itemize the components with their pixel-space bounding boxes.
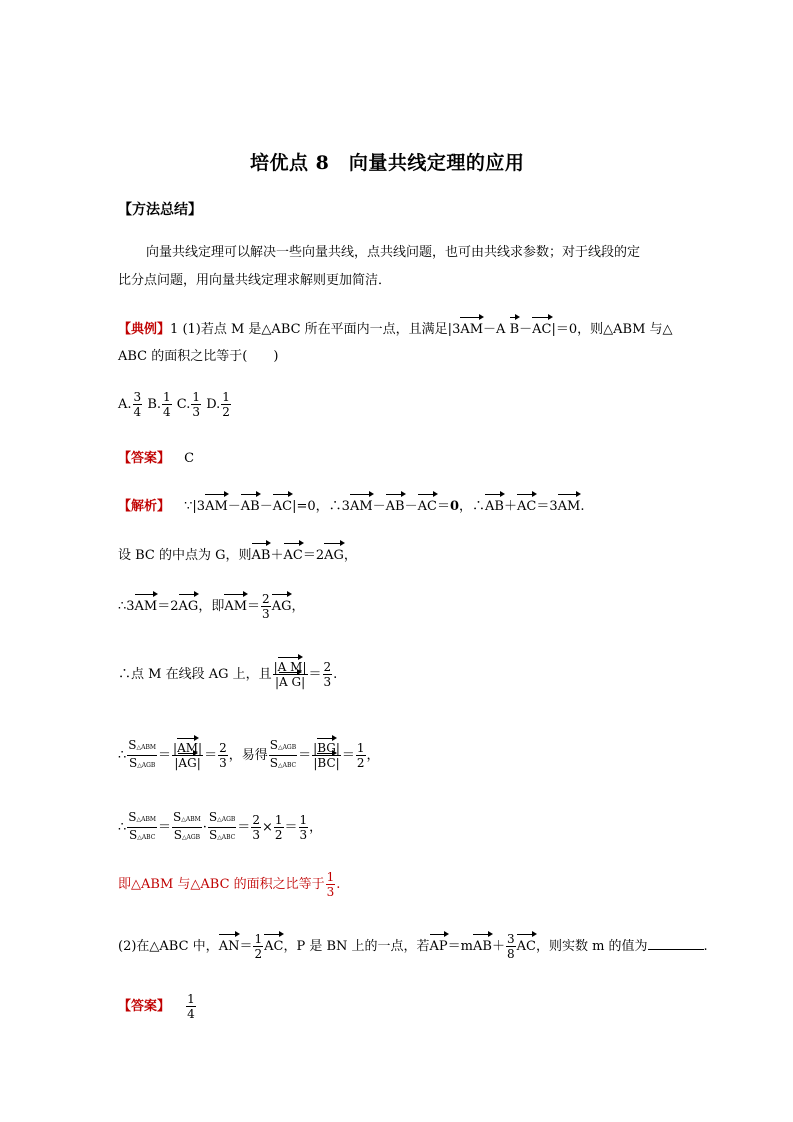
question-1-prefix: (1)若点 M 是△ABC 所在平面内一点，且满足|3 — [182, 322, 461, 337]
analysis-conclusion: 即△ABM 与△ABC 的面积之比等于 $\frac{1}{3}$ . — [118, 870, 341, 899]
answer-2 — [118, 992, 197, 1021]
example-question-1: 【典例】1 (1)若点 M 是△ABC 所在平面内一点，且满足|3AM－A B－AC|＝0，则△ABM 与△ — [118, 320, 673, 340]
answer-1 — [118, 449, 194, 469]
choice-c: C. $\frac{1}{3}$ — [176, 390, 201, 419]
answer-blank[interactable] — [648, 937, 704, 950]
choices — [118, 390, 232, 419]
example-tag: 【典例】 — [118, 322, 171, 337]
answer-tag: 【答案】 — [118, 451, 171, 466]
analysis-tag: 【解析】 — [118, 499, 171, 514]
choice-d: D. $\frac{1}{2}$ — [206, 390, 230, 419]
choice-a: A. $\frac{3}{4}$ — [118, 390, 142, 419]
example-question-2: (2)在△ABC 中，AN＝ $\frac{1}{2}$ AC，P 是 BN 上的一点，若AP＝mAB＋ $\frac{3}{8}$ AC，则实数 m 的值为 . — [118, 932, 708, 961]
method-text-line1: 向量共线定理可以解决一些向量共线，点共线问题，也可由共线求参数；对于线段的定 — [146, 245, 641, 260]
analysis-line-1: 【解析】 ∵|3AM－AB－AC|=0，∴3AM－AB－AC＝0，∴AB＋AC＝3AM. — [118, 497, 584, 517]
analysis-line-5: ∴ $\frac{\text{S△ABM}}{\text{S△AGB}}$ ＝ $\frac{|AM|}{|AG|}$ ＝ $\frac{2}{3}$ ，易得 $\frac{\text{S△AGB}}{\text{S△ABC}}$ ＝ $\frac{|BG|}{|BC|}$ ＝ $\frac{1}{2}$ ， — [118, 738, 380, 770]
method-text-line2: 比分点问题，用向量共线定理求解则更加简洁． — [118, 273, 392, 288]
answer-2-tag: 【答案】 — [118, 999, 171, 1014]
page-title: 培优点 8 向量共线定理的应用 — [250, 152, 525, 174]
analysis-line-2: 设 BC 的中点为 G，则AB＋AC＝2AG， — [118, 546, 357, 566]
answer-2-value: $\frac{1}{4}$ — [187, 992, 195, 1021]
question-1-mid: ，则△ABM 与△ — [577, 322, 673, 337]
analysis-line-6: ∴ $\frac{\text{S△ABM}}{\text{S△ABC}}$ ＝ $\frac{\text{S△ABM}}{\text{S△AGB}}$ · $\frac{\text{S△AGB}}{\text{S△ABC}}$ ＝ $\frac{2}{3}$ × $\frac{1}{2}$ ＝ $\frac{1}{3}$ ， — [118, 810, 323, 842]
analysis-line-3: ∴3AM＝2AG，即AM＝ $\frac{2}{3}$ AG， — [118, 592, 305, 621]
answer-1-value: C — [184, 451, 195, 466]
example-number: 1 — [170, 322, 179, 337]
method-heading: 【方法总结】 — [118, 202, 202, 218]
choice-b: B. $\frac{1}{4}$ — [147, 390, 171, 419]
question-1-line2: ABC 的面积之比等于( ) — [118, 349, 279, 364]
analysis-line-4: ∴点 M 在线段 AG 上，且 $\frac{\text{|A M|}}{\text{|A G|}}$ ＝ $\frac{2}{3}$ . — [118, 660, 338, 689]
